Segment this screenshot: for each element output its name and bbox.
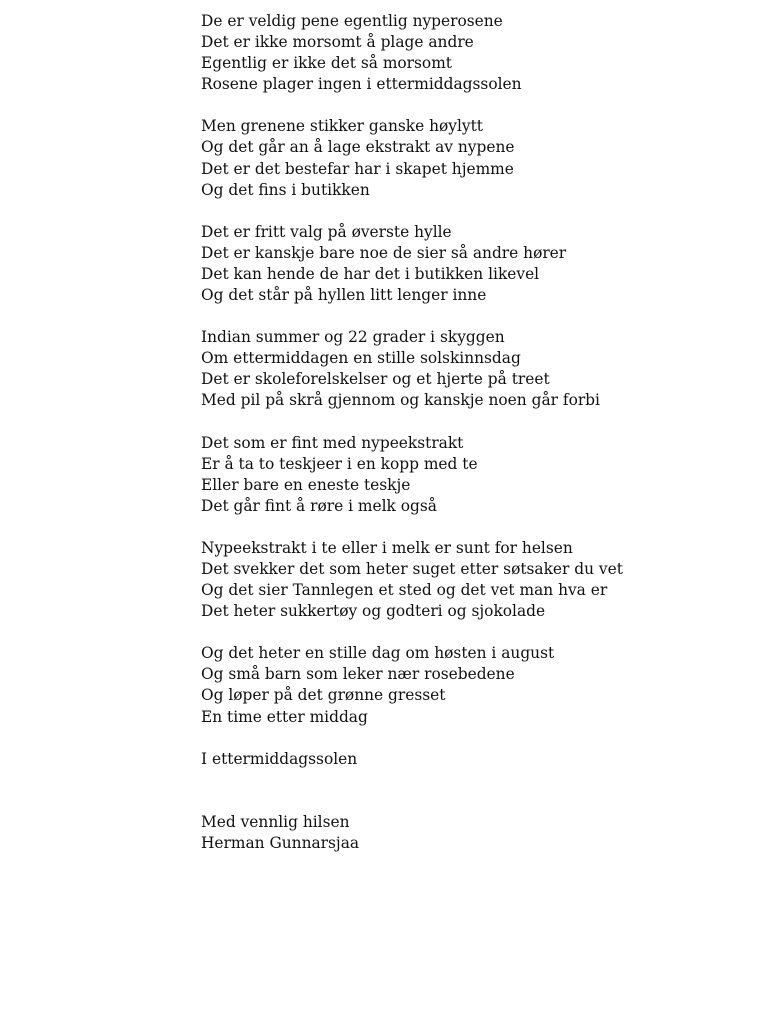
stanza-1	[201, 11, 761, 95]
poem-line: Det heter sukkertøy og godteri og sjokolade	[201, 602, 546, 621]
poem-line: Det er skoleforelskelser og et hjerte på treet	[201, 370, 550, 389]
stanza-7	[201, 643, 761, 727]
poem-line: Det er det bestefar har i skapet hjemme	[201, 159, 514, 178]
poem-line: En time etter middag	[201, 707, 368, 726]
poem-line: Det er kanskje bare noe de sier så andre hører	[201, 243, 567, 262]
poem-line: Egentlig er ikke det så morsomt	[201, 54, 452, 73]
poem-line: Om ettermiddagen en stille solskinnsdag	[201, 349, 521, 368]
poem-line: Det kan hende de har det i butikken likevel	[201, 264, 540, 283]
stanza-8	[201, 749, 761, 770]
poem-line: Og små barn som leker nær rosebedene	[201, 665, 515, 684]
stanza-4	[201, 327, 761, 411]
stanza-3	[201, 222, 761, 306]
poem-line: Men grenene stikker ganske høylytt	[201, 117, 483, 136]
poem-line: Og det fins i butikken	[201, 180, 370, 199]
poem-line: Det er ikke morsomt å plage andre	[201, 33, 474, 52]
poem-line: Det går fint å røre i melk også	[201, 496, 437, 515]
poem-line: De er veldig pene egentlig nyperosene	[201, 12, 503, 30]
poem-line: Er å ta to teskjeer i en kopp med te	[201, 454, 478, 473]
signature-closing: Med vennlig hilsen	[201, 812, 350, 831]
stanza-5	[201, 433, 761, 517]
poem-line: Og det sier Tannlegen et sted og det vet man hva er	[201, 581, 608, 600]
poem-line: Indian summer og 22 grader i skyggen	[201, 328, 505, 347]
poem-line: Eller bare en eneste teskje	[201, 475, 411, 494]
poem-line: Nypeekstrakt i te eller i melk er sunt for helsen	[201, 538, 573, 557]
poem-line: Og løper på det grønne gresset	[201, 686, 446, 705]
poem-line: Det som er fint med nypeekstrakt	[201, 433, 464, 452]
poem-line: Og det går an å lage ekstrakt av nypene	[201, 138, 515, 157]
stanza-2	[201, 116, 761, 200]
poem-line: Det svekker det som heter suget etter søtsaker du vet	[201, 559, 623, 578]
signature-name: Herman Gunnarsjaa	[201, 833, 360, 852]
poem-line: I ettermiddagssolen	[201, 749, 358, 768]
stanza-6	[201, 538, 761, 622]
poem-line: Og det står på hyllen litt lenger inne	[201, 286, 487, 305]
signature-block	[201, 812, 761, 854]
poem-line: Og det heter en stille dag om høsten i august	[201, 644, 555, 663]
poem-line: Med pil på skrå gjennom og kanskje noen går forbi	[201, 391, 600, 410]
poem-line: Det er fritt valg på øverste hylle	[201, 222, 452, 241]
poem-document	[201, 11, 761, 875]
poem-line: Rosene plager ingen i ettermiddagssolen	[201, 75, 522, 94]
